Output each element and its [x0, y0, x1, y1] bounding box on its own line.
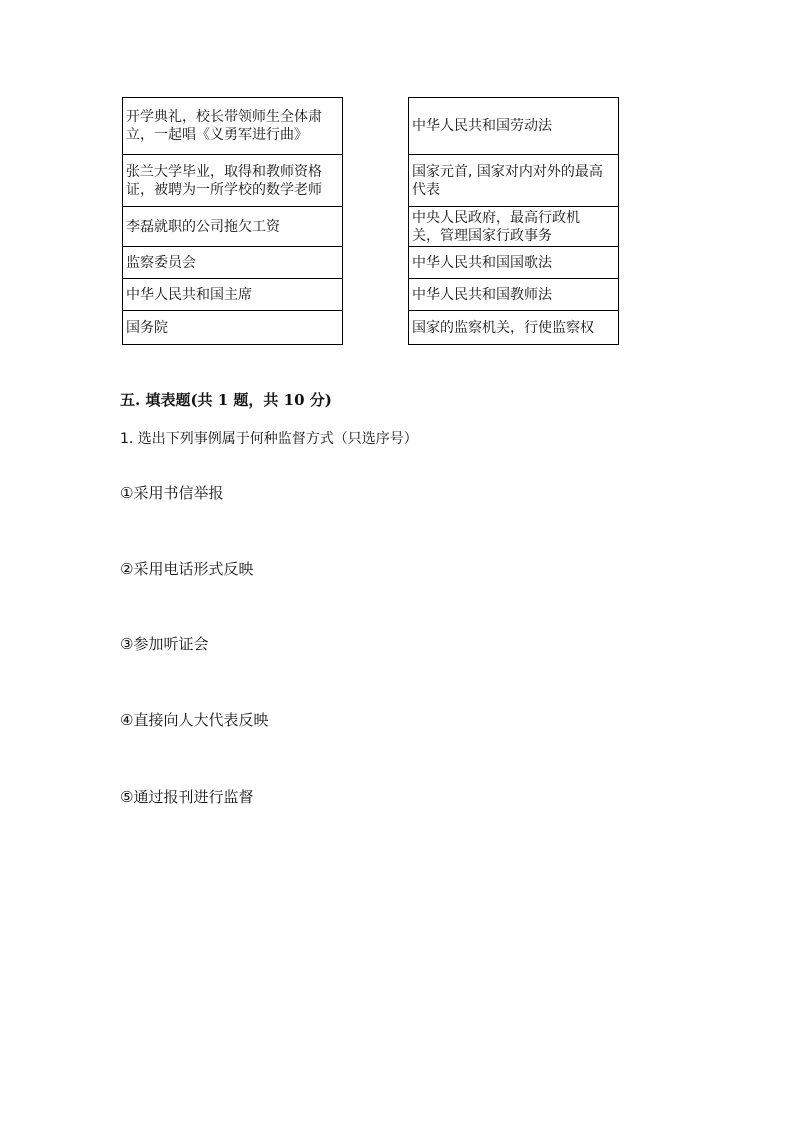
- right-cell-5: 中华人民共和国教师法: [409, 279, 619, 311]
- right-cell-4: 中华人民共和国国歌法: [409, 247, 619, 279]
- question-text: 1. 选出下列事例属于何种监督方式（只选序号）: [120, 431, 418, 447]
- left-cell-2: 张兰大学毕业，取得和教师资格 证，被聘为一所学校的数学老师: [123, 155, 343, 207]
- right-cell-1: 中华人民共和国劳动法: [409, 98, 619, 155]
- left-cell-4: 监察委员会: [123, 247, 343, 279]
- left-cell-5: 中华人民共和国主席: [123, 279, 343, 311]
- right-cell-3: 中央人民政府，最高行政机 关，管理国家行政事务: [409, 207, 619, 247]
- section-title: 五. 填表题(共 1 题，共 10 分): [120, 391, 332, 409]
- left-matching-table: [122, 97, 343, 345]
- right-cell-6: 国家的监察机关，行使监察权: [409, 311, 619, 345]
- left-cell-3: 李磊就职的公司拖欠工资: [123, 207, 343, 247]
- option-2: ②采用电话形式反映: [120, 560, 254, 578]
- left-cell-6: 国务院: [123, 311, 343, 345]
- option-1: ①采用书信举报: [120, 484, 224, 502]
- option-3: ③参加听证会: [120, 635, 209, 653]
- right-cell-2: 国家元首, 国家对内对外的最高 代表: [409, 155, 619, 207]
- option-5: ⑤通过报刊进行监督: [120, 788, 254, 806]
- left-cell-1: 开学典礼，校长带领师生全体肃 立，一起唱《义勇军进行曲》: [123, 98, 343, 155]
- right-matching-table: [408, 97, 619, 345]
- option-4: ④直接向人大代表反映: [120, 711, 269, 729]
